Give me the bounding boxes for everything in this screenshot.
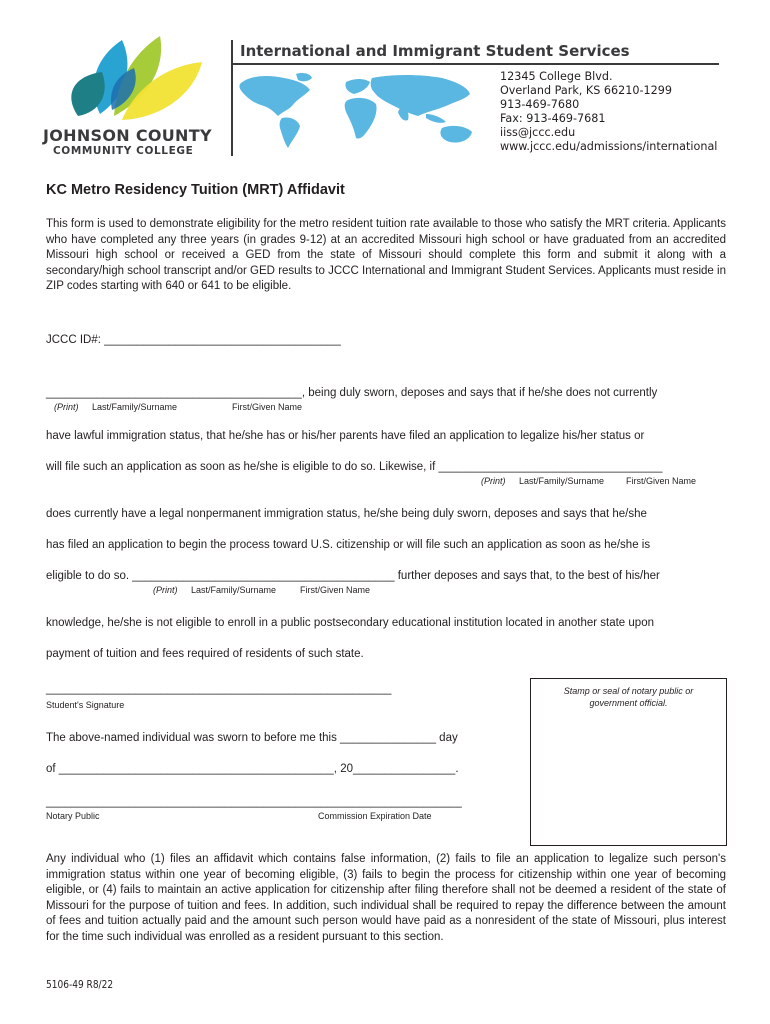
affidavit-text-line-4: does currently have a legal nonpermanent immigration status, he/she being duly sworn, deposes and says that he/she xyxy=(46,508,647,520)
sworn-date-line[interactable]: The above-named individual was sworn to before me this _______________ day xyxy=(46,732,458,744)
last-name-label-3: Last/Family/Surname xyxy=(191,585,277,595)
map-asia xyxy=(371,75,470,116)
notary-stamp-box xyxy=(530,678,727,846)
affidavit-text-line-5: has filed an application to begin the process toward U.S. citizenship or will file such an application as soon as he/she is xyxy=(46,539,651,551)
print-label-3: (Print) xyxy=(153,585,178,595)
form-number: 5106-49 R8/22 xyxy=(46,978,114,991)
sworn-month-year-line[interactable]: of ___________________________________________, 20________________. xyxy=(46,763,459,775)
first-name-label-2: First/Given Name xyxy=(626,476,697,486)
address-email: iiss@jccc.edu xyxy=(500,125,576,139)
last-name-label-1: Last/Family/Surname xyxy=(92,402,178,412)
map-greenland xyxy=(296,73,312,81)
first-name-label-1: First/Given Name xyxy=(232,402,303,412)
map-africa xyxy=(345,98,377,139)
commission-expiration-label: Commission Expiration Date xyxy=(318,811,432,821)
map-europe xyxy=(345,79,370,94)
form-intro-paragraph: This form is used to demonstrate eligibility for the metro resident tuition rate available to those who satisfy the MRT criteria. Applicants who have completed any three years (in grades 9-12) at an accredited Missouri high school or have graduated from an accredited Missouri high school or received a GED from the state of Missouri should complete this form and submit it along with a secondary/high school transcript and/or GED results to JCCC International and Immigrant Student Services. Applicants must reside in ZIP codes starting with 640 or 641 to be eligible. xyxy=(46,218,726,293)
affidavit-text-line-7: knowledge, he/she is not eligible to enroll in a public postsecondary educational institution located in another state upon xyxy=(46,617,654,629)
address-fax: Fax: 913-469-7681 xyxy=(500,111,606,125)
map-south-america xyxy=(280,117,300,148)
form-title: KC Metro Residency Tuition (MRT) Affidavit xyxy=(46,182,345,198)
map-north-america xyxy=(239,76,310,116)
student-signature-label: Student's Signature xyxy=(46,700,125,710)
affidavit-text-line-3[interactable]: will file such an application as soon as he/she is eligible to do so. Likewise, if ___________________________________ xyxy=(46,461,663,473)
first-name-label-3: First/Given Name xyxy=(300,585,371,595)
map-southeast-asia xyxy=(426,114,446,123)
header-vertical-divider xyxy=(231,40,233,156)
address-street: 12345 College Blvd. xyxy=(500,70,613,83)
print-label-1: (Print) xyxy=(54,402,79,412)
student-signature-line[interactable]: ______________________________________________________ xyxy=(46,683,392,695)
header-horizontal-divider xyxy=(233,63,719,65)
false-information-warning: Any individual who (1) files an affidavit which contains false information, (2) fails to file an application to legalize such person's immigration status within one year of becoming eligible, (3) fails to begin the process for citizenship within one year of becoming eligible, or (4) fails to maintain an active application for citizenship after filing therefore shall not be deemed a resident of the state of Missouri for the purpose of tuition and fees. In addition, such individual shall be required to repay the difference between the amount of fees and tuition actually paid and the amount such person would have paid as a nonresident of the state of Missouri, plus interest for the time such individual was enrolled as a resident pursuant to this section. xyxy=(46,853,726,943)
department-name: International and Immigrant Student Services xyxy=(240,42,630,60)
affidavit-text-line-8: payment of tuition and fees required of residents of such state. xyxy=(46,648,364,660)
notary-public-label: Notary Public xyxy=(46,811,100,821)
address-website: www.jccc.edu/admissions/international xyxy=(500,139,718,153)
affidavit-text-line-6[interactable]: eligible to do so. _________________________________________ further deposes and says that, to the best of his/her xyxy=(46,570,660,582)
notary-stamp-label: Stamp or seal of notary public or government official. xyxy=(563,686,694,708)
contact-address-block xyxy=(500,70,717,153)
notary-signature-line[interactable]: _________________________________________________________________ xyxy=(46,796,462,808)
last-name-label-2: Last/Family/Surname xyxy=(519,476,605,486)
affidavit-text-line-2: have lawful immigration status, that he/she has or his/her parents have filed an application to legalize his/her status or xyxy=(46,430,645,442)
affiant-name-line[interactable]: ________________________________________, being duly sworn, deposes and says that if he/she does not currently xyxy=(46,387,658,399)
jccc-id-field[interactable]: JCCC ID#: _____________________________________ xyxy=(46,334,341,346)
address-city: Overland Park, KS 66210-1299 xyxy=(500,83,673,97)
address-phone: 913-469-7680 xyxy=(500,97,580,111)
print-label-2: (Print) xyxy=(481,476,506,486)
logo-subname-line: COMMUNITY COLLEGE xyxy=(53,145,194,157)
world-map-icon xyxy=(236,70,488,150)
logo-name-line: JOHNSON COUNTY xyxy=(43,126,212,145)
map-australia xyxy=(440,126,472,143)
